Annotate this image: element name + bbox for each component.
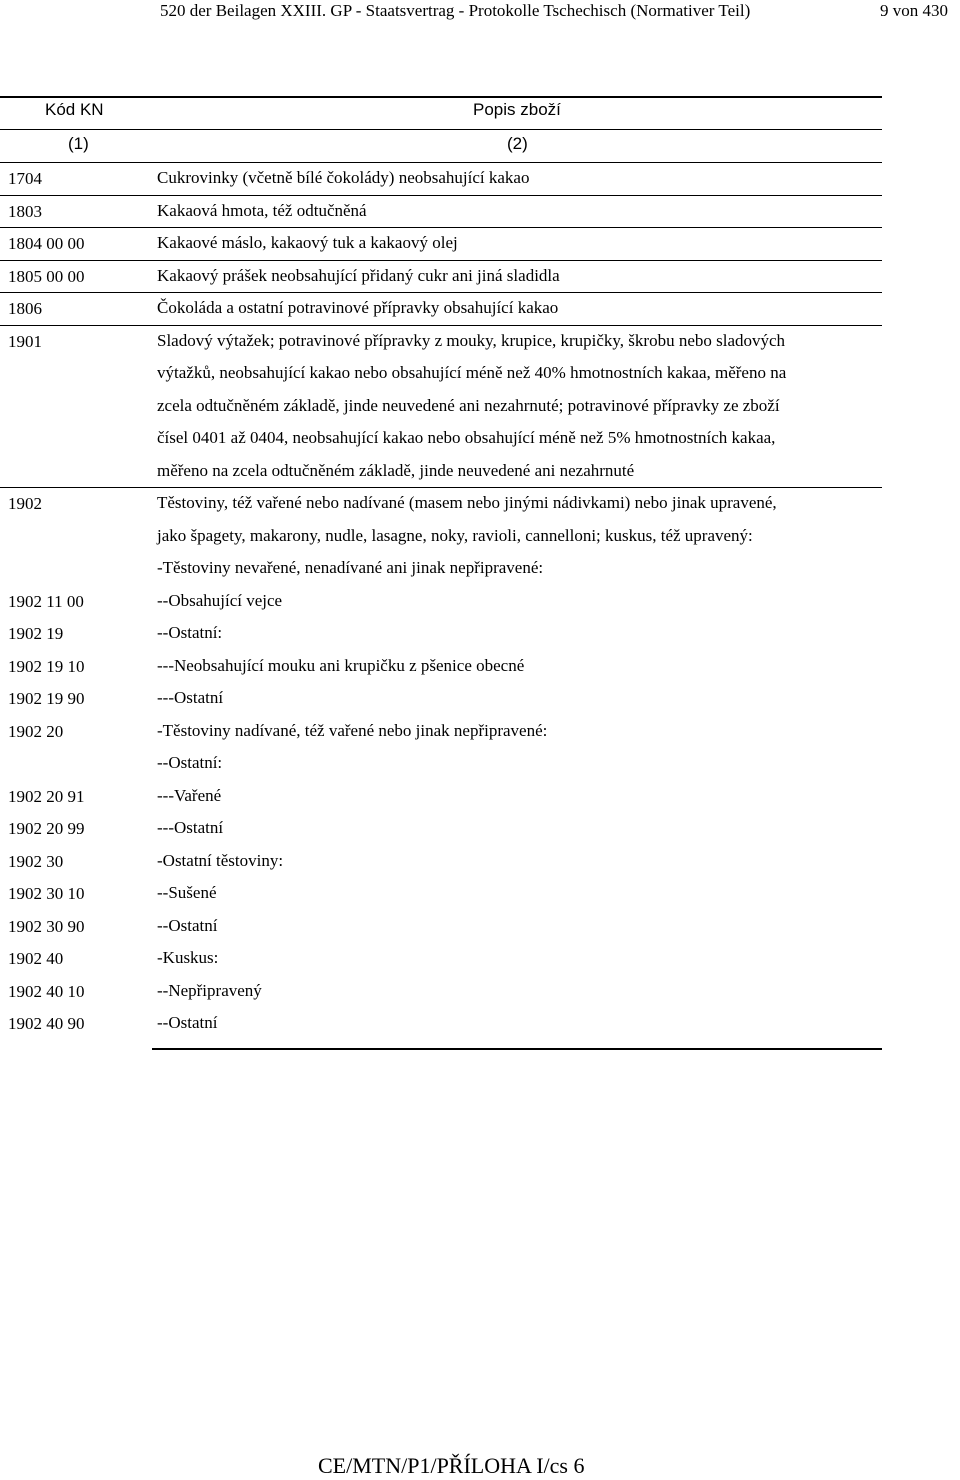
description-line: ---Vařené — [157, 785, 222, 805]
description-line: Kakaová hmota, též odtučněná — [157, 200, 367, 220]
tariff-code: 1901 — [8, 331, 42, 351]
description-line: Čokoláda a ostatní potravinové přípravky obsahující kakao — [157, 298, 559, 317]
table-row — [0, 487, 882, 585]
description-line: --Obsahující vejce — [157, 590, 283, 610]
tariff-code: 1902 19 10 — [8, 656, 85, 676]
description-line: ---Ostatní — [157, 818, 224, 837]
tariff-code: 1902 19 — [8, 624, 64, 643]
description-line: čísel 0401 až 0404, neobsahující kakao nebo obsahující méně než 5% hmotnostních kakaa, — [157, 428, 776, 447]
goods-description — [157, 877, 879, 910]
tariff-code: 1803 — [8, 201, 42, 221]
tariff-code: 1902 40 90 — [8, 1014, 85, 1033]
table-top-rule — [0, 96, 882, 98]
tariff-code: 1902 20 91 — [8, 786, 85, 806]
table-row — [0, 260, 882, 293]
description-line: -Kuskus: — [157, 948, 219, 967]
description-line: -Ostatní těstoviny: — [157, 850, 284, 870]
tariff-code: 1902 40 10 — [8, 981, 85, 1001]
column-number-description: (2) — [507, 134, 528, 153]
description-line: Kakaové máslo, kakaový tuk a kakaový olej — [157, 233, 458, 252]
goods-description — [157, 845, 879, 878]
tariff-code: 1902 20 — [8, 721, 64, 741]
table-row — [0, 682, 882, 715]
column-number-code: (1) — [68, 134, 89, 153]
page-header-title: 520 der Beilagen XXIII. GP - Staatsvertrag - Protokolle Tschechisch (Normativer Teil) — [160, 1, 751, 20]
table-row — [0, 195, 882, 228]
tariff-code: 1806 — [8, 299, 42, 318]
goods-description — [157, 487, 879, 585]
table-row — [0, 715, 882, 780]
goods-description — [157, 682, 879, 715]
table-row — [0, 910, 882, 943]
goods-description — [157, 780, 879, 813]
tariff-code: 1804 00 00 — [8, 234, 85, 253]
description-line: Kakaový prášek neobsahující přidaný cukr ani jiná sladidla — [157, 265, 560, 285]
goods-description — [157, 195, 879, 228]
goods-description — [157, 325, 879, 488]
description-line: -Těstoviny nevařené, nenadívané ani jinak nepřipravené: — [157, 558, 544, 577]
goods-description — [157, 585, 879, 618]
table-row — [0, 780, 882, 813]
column-header-description: Popis zboží — [473, 100, 561, 119]
goods-description — [157, 617, 879, 650]
table-row — [0, 227, 882, 260]
description-line: ---Neobsahující mouku ani krupičku z pšenice obecné — [157, 655, 525, 675]
tariff-code: 1902 30 90 — [8, 916, 85, 936]
description-line: --Ostatní — [157, 1013, 218, 1032]
tariff-code: 1805 00 00 — [8, 266, 85, 286]
description-line: -Těstoviny nadívané, též vařené nebo jinak nepřipravené: — [157, 720, 548, 740]
description-line: zcela odtučněném základě, jinde neuvedené ani nezahrnuté; potravinové přípravky ze zboží — [157, 395, 780, 415]
description-line: --Ostatní: — [157, 623, 223, 642]
document-reference: CE/MTN/P1/PŘÍLOHA I/cs 6 — [318, 1453, 585, 1478]
goods-description — [157, 715, 879, 780]
table-row — [0, 585, 882, 618]
table-row — [0, 325, 882, 488]
description-line: jako špagety, makarony, nudle, lasagne, noky, ravioli, cannelloni; kuskus, též upravený: — [157, 525, 753, 545]
page-number: 9 von 430 — [880, 1, 948, 20]
goods-description — [157, 942, 879, 975]
goods-description — [157, 227, 879, 260]
description-line: Sladový výtažek; potravinové přípravky z mouky, krupice, krupičky, škrobu nebo sladových — [157, 330, 786, 350]
tariff-code: 1902 30 — [8, 851, 64, 871]
table-row — [0, 162, 882, 195]
column-header-code: Kód KN — [45, 100, 104, 119]
description-line: --Ostatní — [157, 915, 218, 935]
tariff-code: 1704 — [8, 169, 42, 188]
tariff-code: 1902 40 — [8, 949, 64, 968]
goods-description — [157, 975, 879, 1008]
table-row — [0, 292, 882, 325]
description-line: --Sušené — [157, 883, 217, 902]
goods-description — [157, 260, 879, 293]
table-row — [0, 617, 882, 650]
goods-description — [157, 162, 879, 195]
tariff-code: 1902 20 99 — [8, 819, 85, 838]
tariff-code: 1902 11 00 — [8, 591, 84, 611]
goods-description — [157, 650, 879, 683]
description-line: Těstoviny, též vařené nebo nadívané (masem nebo jinými nádivkami) nebo jinak upravené, — [157, 493, 777, 512]
description-line: ---Ostatní — [157, 688, 224, 707]
table-row — [0, 845, 882, 878]
table-row — [0, 650, 882, 683]
table-row — [0, 942, 882, 975]
description-line: --Ostatní: — [157, 753, 223, 772]
table-row — [0, 812, 882, 845]
tariff-code: 1902 — [8, 494, 42, 513]
table-row — [0, 1007, 882, 1040]
description-line: Cukrovinky (včetně bílé čokolády) neobsahující kakao — [157, 168, 530, 187]
goods-description — [157, 812, 879, 845]
table-row — [0, 877, 882, 910]
tariff-code: 1902 19 90 — [8, 689, 85, 708]
table-bottom-rule — [152, 1048, 882, 1050]
goods-description — [157, 910, 879, 943]
description-line: měřeno na zcela odtučněném základě, jinde neuvedené ani nezahrnuté — [157, 460, 635, 480]
description-line: výtažků, neobsahující kakao nebo obsahující méně než 40% hmotnostních kakaa, měřeno na — [157, 363, 787, 382]
tariff-code: 1902 30 10 — [8, 884, 85, 903]
goods-description — [157, 292, 879, 325]
header-rule — [0, 129, 882, 130]
goods-description — [157, 1007, 879, 1040]
description-line: --Nepřipravený — [157, 980, 262, 1000]
table-row — [0, 975, 882, 1008]
